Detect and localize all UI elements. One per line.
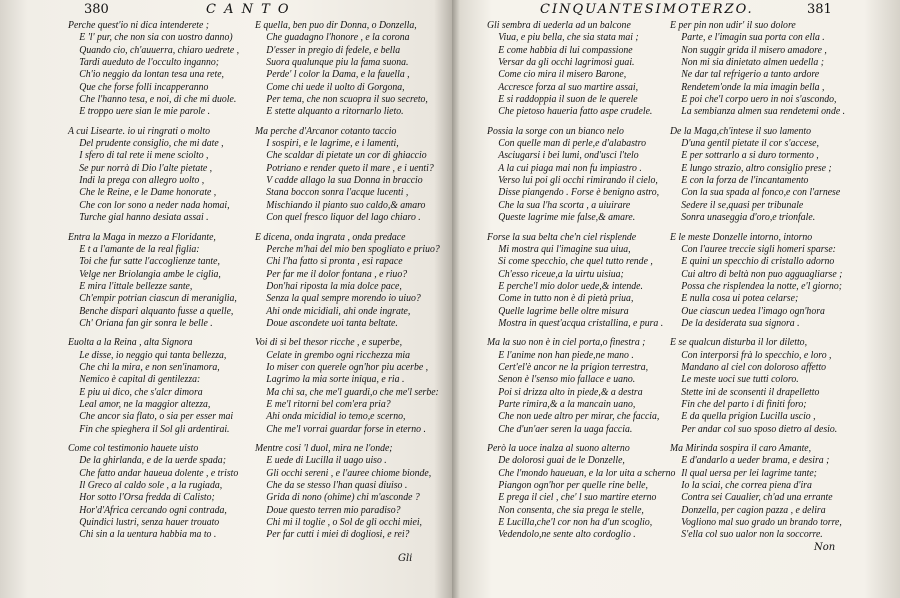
verse-line: Quindici lustri, senza hauer trouato (79, 517, 220, 529)
right-column-2 (670, 20, 856, 542)
catchword: Non (814, 542, 836, 553)
verse-line: Ch'io neggio da lontan tesa una rete, (79, 69, 224, 81)
verse-line: Che pietoso haueria fatto aspe crudele. (498, 106, 653, 118)
verse-line: Fin che del parto i di finiti foro; (681, 398, 807, 410)
verse-line: Don'hai riposta la mia dolce pace, (266, 280, 402, 292)
verse-line: E l'anime non han piede,ne mano . (498, 349, 634, 361)
verse-line: Benche dispari alquanto fusse a quelle, (79, 305, 234, 317)
verse-line: Perche quest'io ni dica intenderete ; (68, 20, 210, 31)
verse-line: E lungo strazio, altro consiglio prese ; (681, 162, 832, 174)
verse-line: Ahi onde micidiali, ahi onde ingrate, (266, 305, 411, 317)
verse-line: Tardi aueduto de l'occulto inganno; (79, 57, 220, 69)
verse-line: Chi l'ha fatto si pronta , esi rapace (266, 256, 403, 268)
verse-line: Grida di nono (ohime) chi m'asconde ? (266, 492, 420, 504)
verse-line: E da quella prigion Lucilla uscio , (681, 411, 816, 423)
verse-line: Con quel fresco liquor del lago chiaro . (266, 212, 421, 224)
verse-line: Forse la sua belta che'n ciel risplende (487, 231, 637, 243)
verse-line: Mandano al ciel con doloroso affetto (681, 361, 827, 373)
verse-line: S'ella col suo ualor non la soccorre. (681, 529, 823, 541)
verse-line: Però la uoce inalza al suono alterno (487, 443, 630, 454)
verse-line: Versar da gli occhi lagrimosi guai. (498, 57, 635, 69)
verse-line: Come in tutto non è di pietà priua, (498, 293, 634, 305)
verse-line: E d'andarlo a ueder brama, e desira ; (681, 455, 830, 467)
verse-line: Indi la prega con allegro uolto , (79, 175, 205, 187)
verse-line: Celate in grembo ogni ricchezza mia (266, 349, 410, 361)
verse-line: Queste lagrime mie false,& amare. (498, 212, 636, 224)
verse-line: Senza la qual sempre morendo io uiuo? (266, 293, 421, 305)
verse-line: Con quelle man di perle,e d'alabastro (498, 138, 646, 150)
verse-line: Ma la suo non è in ciel porta,o finestra ; (487, 337, 646, 349)
verse-line: Donzella, per cagion pazza , e delira (681, 504, 826, 516)
running-head: C A N T O (206, 2, 291, 17)
verse-line: Parte, e l'imagin sua porta con ella . (681, 32, 825, 44)
verse-line: Vogliono mal suo grado un brando torre, (681, 517, 842, 529)
verse-line: Sedere il se,quasi per tribunale (681, 199, 804, 211)
verse-line: Ne dar tal refrigerio a tanto ardore (681, 69, 820, 81)
verse-line: Rendetem'onde la mia imagin bella , (681, 81, 825, 93)
verse-line: E 'l' pur, che non sia con uostro danno) (79, 32, 233, 44)
verse-line: A cui Lisearte. io ui ringrati o molto (68, 125, 210, 137)
verse-line: E mira l'ittale bellezze sante, (79, 280, 193, 292)
verse-line: E si raddoppia il suon de le querele (498, 94, 638, 106)
verse-line: Che l'mondo haueuan, e la lor uita a scherno (498, 467, 676, 479)
verse-line: Perche m'hai del mio ben spogliato e priuo? (266, 243, 440, 255)
verse-line: Lagrimo la mia sorte iniqua, e ria . (266, 374, 405, 386)
verse-line: Entra la Maga in mezzo a Floridante, (68, 231, 216, 243)
verse-line: Leal amor, ne la maggior altezza, (79, 398, 211, 410)
verse-line: Que che forse folli incapperanno (79, 81, 209, 93)
verse-line: Suora qualunque piu la fama suona. (266, 57, 409, 69)
verse-line: Che me'l vorrai guardar forse in eterno . (266, 423, 426, 435)
verse-line: De la Maga,ch'intese il suo lamento (670, 125, 811, 137)
verse-line: D'una gentil pietate il cor s'accese, (681, 138, 819, 150)
verse-line: Non consenta, che sia prega le stelle, (498, 504, 644, 516)
verse-line: Parte rimira,& a la mancain uano, (498, 398, 636, 410)
verse-line: E me'l ritorni bel com'era pria? (266, 398, 391, 410)
verse-line: Per far me il dolor fontana , e riuo? (266, 268, 408, 280)
verse-line: E piu ui dico, che s'alcr dimora (79, 386, 203, 398)
verse-line: I sfero di tal rete ii mene sciolto , (79, 150, 209, 162)
verse-line: E se qualcun disturba il lor diletto, (670, 337, 808, 349)
verse-line: Mostra in quest'acqua cristallina, e pura . (498, 317, 664, 329)
verse-line: Che non uede altro per mirar, che faccia, (498, 411, 660, 423)
verse-line: E t a l'amante de la real figlia: (79, 243, 200, 255)
verse-line: Che scaldar di pietate un cor di ghiaccio (266, 150, 427, 162)
verse-line: Verso lui poi gli occhi rimirando il cielo, (498, 175, 658, 187)
verse-line: Doue questo terren mio paradiso? (266, 504, 401, 516)
verse-line: De dolorosi guai de le Donzelle, (498, 455, 625, 467)
page-number: 381 (807, 2, 832, 17)
verse-line: Hor'd'Africa cercando ogni contrada, (79, 504, 227, 516)
verse-line: Le meste uoci sue tutti coloro. (681, 374, 799, 386)
verse-line: E troppo uere sian le mie parole . (79, 106, 211, 118)
verse-line: Come chi uede il uolto di Gorgona, (266, 81, 405, 93)
verse-line: Che d'un'aer seren la uaga faccia. (498, 423, 633, 435)
verse-line: E per sottrarlo a si duro tormento , (681, 150, 819, 162)
verse-line: Contra sei Caualier, ch'ad una errante (681, 492, 833, 504)
verse-line: Che con lor sono a neder nada homai, (79, 199, 230, 211)
verse-line: Hor sotto l'Orsa fredda di Calisto; (79, 492, 215, 504)
verse-line: Velge ner Briolangia ambe le ciglia, (79, 268, 221, 280)
verse-line: Le disse, io neggio qui tanta bellezza, (79, 349, 227, 361)
verse-line: Che l'hanno tesa, e noi, di che mi duole. (79, 94, 237, 106)
verse-line: Per far cutti i miei di dogliosi, e rei? (266, 529, 410, 541)
verse-line: E perche'l mio dolor uede,& intende. (498, 280, 643, 292)
verse-line: Poi si drizza alto in piede,& a destra (498, 386, 643, 398)
right-column-1 (487, 20, 687, 542)
verse-line: Se pur norrà di Dio l'alte pietate , (79, 162, 213, 174)
verse-line: Cui altro di beltà non puo agguagliarse ; (681, 268, 843, 280)
catchword: Gli (398, 553, 413, 564)
verse-line: Voi di si bel thesor ricche , e superbe, (255, 337, 403, 349)
verse-line: Possa che risplendea la notte, e'l giorno; (681, 280, 843, 292)
verse-line: Quelle lagrime belle oltre misura (498, 305, 629, 317)
verse-line: Accresce forza al suo martire assai, (498, 81, 639, 93)
verse-line: Gli occhi sereni , e l'auree chiome bionde, (266, 467, 432, 479)
verse-line: Il Greco al caldo sole , a la rugiada, (79, 480, 223, 492)
verse-line: E dicena, onda ingrata , onda predace (255, 231, 406, 243)
verse-line: D'esser in pregio di fedele, e bella (266, 44, 401, 56)
verse-line: Che chi la mira, e non sen'inamora, (79, 361, 220, 373)
verse-line: Che da se stesso l'han quasi diuiso . (266, 480, 408, 492)
verse-line: Chi mi il toglie , o Sol de gli occhi miei, (266, 517, 422, 529)
verse-line: E le meste Donzelle intorno, intorno (670, 231, 813, 243)
verse-line: Ma Mirinda sospira il caro Amante, (670, 443, 812, 454)
verse-line: Potriano e render queto il mare , e i uenti? (266, 162, 434, 174)
left-column-2 (255, 20, 452, 542)
verse-line: Fin che spieghera il Sol gli ardentirai. (79, 423, 230, 435)
verse-line: Mischiando il pianto suo caldo,& amaro (266, 199, 426, 211)
verse-line: E come habbia di lui compassione (498, 44, 633, 56)
verse-line: Che ancor sia flato, o sia per esser mai (79, 411, 234, 423)
verse-line: V cadde allago la sua Donna in braccio (266, 175, 423, 187)
verse-line: Sonra unaseggia d'oro,e trionfale. (681, 212, 816, 224)
verse-line: Non mi sia dinietato almen uedella ; (681, 57, 824, 69)
verse-line: Non suggir grida il misero amadore , (681, 44, 827, 56)
verse-line: De la desiderata sua signora . (681, 317, 800, 329)
verse-line: Che guadagno l'honore , e la corona (266, 32, 410, 44)
verse-line: E quini un specchio di cristallo adorno (681, 256, 835, 268)
verse-line: Euolta a la Reina , alta Signora (68, 337, 193, 349)
verse-line: Con la sua spada al fonco,e con l'arnese (681, 187, 841, 199)
page-number: 380 (84, 2, 109, 17)
verse-line: Cert'el'è ancor ne la prigion terrestra, (498, 361, 649, 373)
verse-line: Mentre cosi 'l duol, mira ne l'onde; (255, 443, 393, 454)
verse-line: E con la forza de l'incantamento (681, 175, 809, 187)
verse-line: Mi mostra qui l'imagine sua uiua, (498, 243, 631, 255)
verse-line: Oue ciascun uedea l'imago ogn'hora (681, 305, 825, 317)
verse-line: Nemico è capital di gentilezza: (79, 374, 201, 386)
verse-line: Io miser con querele ogn'hor piu acerbe , (266, 361, 429, 373)
verse-line: I sospiri, e le lagrime, e i lamenti, (266, 138, 399, 150)
verse-line: Gli sembra di uederla ad un balcone (487, 20, 631, 31)
verse-line: Che fatto andar haueua dolente , e tristo (79, 467, 239, 479)
verse-line: E quella, ben puo dir Donna, o Donzella, (255, 20, 417, 31)
verse-line: Il qual uersa per lei lagrime tante; (681, 467, 817, 479)
verse-line: Possia la sorge con un bianco nelo (487, 125, 624, 137)
verse-line: Perde' l color la Dama, e la fauella , (266, 69, 410, 81)
verse-line: Disse piangendo . Forse è benigno astro, (498, 187, 660, 199)
verse-line: Turche gial hanno desiata assai . (79, 212, 209, 224)
verse-line: E prega il ciel , che' l suo martire eterno (498, 492, 657, 504)
verse-line: E nulla cosa ui potea celarse; (681, 293, 799, 305)
verse-line: Come cio mira il misero Barone, (498, 69, 627, 81)
verse-line: Ch'empir potrian ciascun di meraniglia, (79, 293, 237, 305)
verse-line: Ch'esso riceue,a la uirtu uisiua; (498, 268, 624, 280)
verse-line: Chi sin a la uentura habbia ma to . (79, 529, 217, 541)
right-page (452, 0, 900, 598)
verse-line: Stana boccon sonra l'acque lucenti , (266, 187, 409, 199)
verse-line: Che le Reine, e le Dame honorate , (79, 187, 217, 199)
verse-line: De la ghirlanda, e de la uerde spada; (79, 455, 226, 467)
verse-line: E stette alquanto a ritornarlo lieto. (266, 106, 404, 118)
verse-line: Stette ini de sconsenti il drapelletto (681, 386, 820, 398)
verse-line: Quando cio, ch'auuerra, chiaro uedrete , (79, 44, 240, 56)
verse-line: Viua, e piu bella, che sia stata mai ; (498, 32, 639, 44)
verse-line: Piangon ogn'hor per quelle rine belle, (498, 480, 648, 492)
verse-line: Ma perche d'Arcanor cotanto taccio (255, 125, 397, 137)
verse-line: Con l'auree treccie sigli homeri sparse: (681, 243, 836, 255)
verse-line: Senon è l'senso mio fallace e uano. (498, 374, 636, 386)
verse-line: La sembianza almen sua rendetemi onde . (681, 106, 846, 118)
verse-line: E per pin non udir' il suo dolore (670, 20, 796, 31)
verse-line: Asciugarsi i bei lumi, ond'usci l'telo (498, 150, 639, 162)
verse-line: Si come specchio, che quel tutto rende , (498, 256, 653, 268)
verse-line: Ahi onda micidial io temo,e scerno, (266, 411, 406, 423)
verse-line: Che la sua l'ha scorta , a uiuirare (498, 199, 631, 211)
verse-line: Per andar col suo sposo dietro al desio. (681, 423, 838, 435)
verse-line: Toi che fur satte l'accoglienze tante, (79, 256, 220, 268)
left-column-1 (68, 20, 250, 542)
verse-line: Ch' Oriana fan gir sonra le belle . (79, 317, 213, 329)
verse-line: E uede di Lucilla il uago uiso . (266, 455, 387, 467)
running-head: CINQUANTESIMOTERZO. (540, 2, 754, 17)
verse-line: Io la sciai, che correa piena d'ira (681, 480, 812, 492)
verse-line: E Lucilla,che'l cor non ha d'un scoglio, (498, 517, 653, 529)
verse-line: Come col testimonio hauete uisto (68, 443, 199, 454)
verse-line: Con interporsi frà lo specchio, e loro , (681, 349, 832, 361)
verse-line: Per tema, che non scuopra il suo secreto, (266, 94, 428, 106)
verse-line: Del prudente consiglio, che mi date , (79, 138, 224, 150)
verse-line: Vedendolo,ne sente alto cordoglio . (498, 529, 636, 541)
verse-line: Ma chi sa, che me'l guardi,o che me'l serbe: (266, 386, 439, 398)
verse-line: Doue ascondete uoi tanta beltate. (266, 317, 398, 329)
verse-line: A la cui piaga mai non fu impiastro . (498, 162, 642, 174)
verse-line: E poi che'l corpo uero in noi s'ascondo, (681, 94, 837, 106)
